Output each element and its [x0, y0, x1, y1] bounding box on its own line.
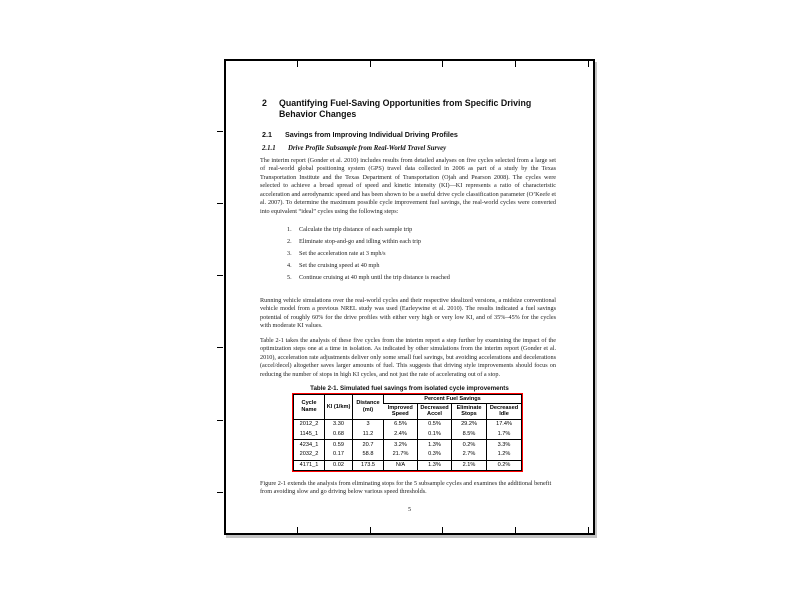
subsubsection-number: 2.1.1: [262, 145, 276, 152]
page-number: 5: [407, 506, 412, 513]
table-cell: 2.7%: [452, 450, 487, 460]
list-item-number: 2.: [287, 238, 292, 246]
table-cell: 1.2%: [487, 450, 522, 460]
table-cell: 1.3%: [418, 460, 452, 470]
subsubsection-title: Drive Profile Subsample from Real-World Travel Survey: [288, 145, 447, 152]
paragraph-simulation-results: Running vehicle simulations over the real-world cycles and their respective idealized versions, a midsize conventional vehicle model from a previous NREL study was used (Earleywine et al. 2010). The results indicated a fuel savings potential of roughly 60% for the drive profiles with either very high or very low KI, and of 35%–45% for the cycles with moderate KI values.: [260, 297, 556, 330]
table-cell: 0.2%: [452, 440, 487, 450]
paragraph-intro: The interim report (Gonder et al. 2010) includes results from detailed analyses on five cycles selected from a large set of real-world global positioning system (GPS) travel data collected in 2006 as part of a study by the Texas Transportation Institute and the Texas Department of Transportation (Ojah and Pearson 2008). The cycles were selected to achieve a broad spread of speed and kinetic intensity (KI)—KI represents a ratio of characteristic acceleration and aerodynamic speed and has been shown to be a useful drive cycle classification parameter (O’Keefe et al. 2007). To determine the maximum possible cycle improvement fuel savings, the real-world cycles were converted into equivalent “ideal” cycles using the following steps:: [260, 157, 556, 215]
table-row: [294, 419, 522, 429]
table-cell: 3.3%: [487, 440, 522, 450]
table-cell: 0.3%: [418, 450, 452, 460]
table-cell: 0.02: [325, 460, 353, 470]
table-cell: 20.7: [353, 440, 384, 450]
tick-mark: [217, 347, 223, 348]
tick-mark: [217, 131, 223, 132]
table-cell: 2032_2: [294, 450, 325, 460]
table-cell: 0.5%: [418, 419, 452, 429]
tick-mark: [217, 420, 223, 421]
paragraph-table-discussion: Table 2-1 takes the analysis of these five cycles from the interim report a step further by examining the impact of the optimization steps one at a time in isolation. As indicated by other simulations from the interim report (Gonder et al. 2010), acceleration rate adjustments deliver only some small fuel savings, but avoiding accelerations and decelerations (accel/decel) altogether saves larger amounts of fuel. This suggests that driving style improvements should focus on reducing the number of stops in high KI cycles, and not just the rate of accelerating out of a stop.: [260, 337, 556, 378]
tick-mark: [370, 527, 371, 533]
table-cell: 11.2: [353, 429, 384, 439]
col-header-improved-speed: Improved Speed: [387, 404, 413, 418]
list-item: [287, 250, 537, 258]
tick-mark: [217, 492, 223, 493]
table-cell: 1.3%: [418, 440, 452, 450]
subsubsection-heading: [262, 145, 446, 154]
list-item-text: Calculate the trip distance of each sample trip: [299, 226, 413, 233]
tick-mark: [217, 275, 223, 276]
table-cell: 1145_1: [294, 429, 325, 439]
table-cell: 6.5%: [384, 419, 418, 429]
col-header-ki: KI (1/km): [325, 395, 353, 420]
col-header-eliminate-stops: Eliminate Stops: [452, 403, 487, 419]
table-cell: 0.17: [325, 450, 353, 460]
col-header-percent-fuel-savings: Percent Fuel Savings: [384, 395, 522, 404]
list-item-text: Set the acceleration rate at 3 mph/s: [299, 250, 386, 258]
table-row: [294, 429, 522, 439]
paragraph-figure-reference: Figure 2-1 extends the analysis from eliminating stops for the 5 subsample cycles and examines the additional benefit from avoiding slow and go driving below various speed thresholds.: [260, 480, 552, 496]
tick-mark: [515, 61, 516, 67]
list-item-number: 4.: [287, 262, 292, 270]
table-cell: 58.8: [353, 450, 384, 460]
col-header-decreased-accel: Decreased Accel: [418, 403, 452, 419]
table-cell: 3: [353, 419, 384, 429]
list-item-number: 3.: [287, 250, 292, 258]
table-cell: 0.1%: [418, 429, 452, 439]
table-cell: N/A: [384, 460, 418, 470]
table-cell: 3.2%: [384, 440, 418, 450]
list-item-text: Continue cruising at 40 mph until the trip distance is reached: [299, 274, 450, 282]
table-header: [294, 395, 522, 420]
table-cell: 1.7%: [487, 429, 522, 439]
list-item-text: Eliminate stop-and-go and idling within each trip: [299, 238, 422, 246]
list-item: [287, 238, 537, 246]
table-cell: 0.68: [325, 429, 353, 439]
tick-mark: [588, 527, 589, 533]
subsection-heading: [262, 130, 458, 139]
tick-mark: [370, 61, 371, 67]
table-cell: 2.4%: [384, 429, 418, 439]
tick-mark: [588, 61, 589, 67]
section-heading: [262, 98, 551, 120]
tick-mark: [442, 527, 443, 533]
col-header-cycle-name: Cycle Name: [301, 400, 317, 413]
subsection-title: Savings from Improving Individual Driving Profiles: [285, 130, 458, 139]
col-header-decreased-idle: Decreased Idle: [487, 403, 522, 419]
table-cell: 8.5%: [452, 429, 487, 439]
tick-mark: [442, 61, 443, 67]
tick-mark: [297, 527, 298, 533]
table-highlight-box: [292, 393, 523, 472]
section-title: Quantifying Fuel-Saving Opportunities from Specific Driving Behavior Changes: [279, 98, 532, 120]
list-item: [287, 274, 537, 282]
table-cell: 0.2%: [487, 460, 522, 470]
table-cell: 2012_2: [299, 421, 319, 428]
fuel-savings-table: [293, 394, 522, 471]
tick-mark: [297, 61, 298, 67]
list-item-text: Set the cruising speed at 40 mph: [299, 262, 380, 270]
table-row: [294, 460, 522, 470]
list-item-number: 1.: [287, 226, 292, 233]
table-cell: 2.1%: [452, 460, 487, 470]
tick-mark: [515, 527, 516, 533]
list-item: [287, 262, 537, 270]
table-row: [294, 440, 522, 450]
subsection-number: 2.1: [262, 130, 272, 139]
table-cell: 29.2%: [452, 419, 487, 429]
table-cell: 4171_1: [299, 461, 319, 468]
table-cell: 4234_1: [299, 441, 319, 448]
table-cell: 3.30: [325, 419, 353, 429]
list-item: [287, 226, 537, 234]
table-row: [294, 450, 522, 460]
table-cell: 0.59: [325, 440, 353, 450]
table-caption: Table 2-1. Simulated fuel savings from isolated cycle improvements: [310, 385, 509, 392]
col-header-distance: Distance (mi): [353, 395, 384, 420]
report-page: [224, 59, 595, 535]
list-item-number: 5.: [287, 274, 292, 282]
table-cell: 173.5: [353, 460, 384, 470]
ideal-cycle-steps-list: [287, 226, 537, 286]
table-cell: 17.4%: [487, 419, 522, 429]
tick-mark: [217, 203, 223, 204]
section-number: 2: [262, 98, 267, 108]
table-cell: 21.7%: [384, 450, 418, 460]
